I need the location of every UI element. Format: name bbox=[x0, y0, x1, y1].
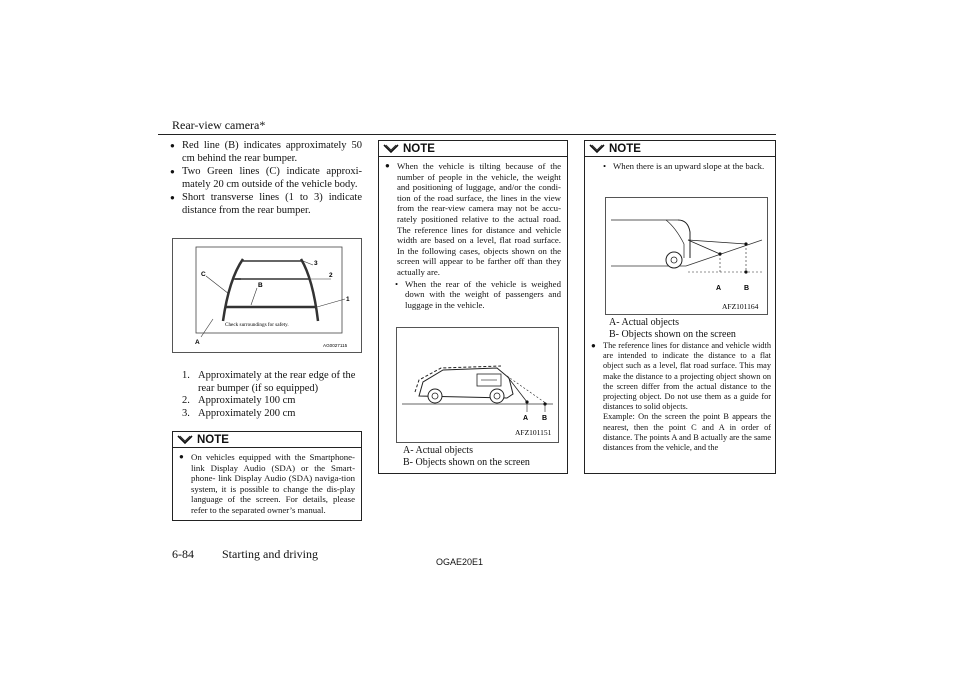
note-header bbox=[379, 141, 567, 157]
document-code: OGAE20E1 bbox=[436, 557, 484, 567]
section-title: Starting and driving bbox=[222, 547, 318, 561]
note-sub-item: • When there is an upward slope at the back. bbox=[603, 161, 765, 171]
label-2: 2 bbox=[329, 272, 333, 279]
caption-b: B- Objects shown on the screen bbox=[403, 457, 530, 468]
list-item: 1. Approximately at the rear edge of the rear bumper (if so equipped) bbox=[182, 370, 356, 394]
bullet-item: ● Short transverse lines (1 to 3) indicate distance from the rear bumper. bbox=[170, 192, 362, 216]
slope-drawing bbox=[606, 198, 767, 314]
bullet-icon: ● bbox=[170, 193, 175, 202]
slope-figure bbox=[605, 197, 768, 315]
label-b: B bbox=[258, 282, 263, 289]
bullet-icon: ● bbox=[179, 452, 184, 461]
label-a: A bbox=[195, 339, 200, 346]
figure-captions bbox=[403, 445, 530, 469]
figure-captions bbox=[609, 317, 736, 341]
figure-code: AFZ101151 bbox=[515, 428, 552, 437]
header-rule bbox=[158, 134, 776, 135]
caption-b: B- Objects shown on the screen bbox=[609, 329, 736, 340]
label-b: B bbox=[744, 285, 750, 292]
running-title: Rear-view camera* bbox=[172, 118, 266, 132]
list-item: 3. Approximately 200 cm bbox=[182, 407, 296, 419]
bullet-icon: ● bbox=[170, 141, 175, 150]
label-a: A bbox=[523, 415, 529, 422]
caption-a: A- Actual objects bbox=[609, 317, 679, 328]
note-title: NOTE bbox=[403, 142, 435, 155]
note-title: NOTE bbox=[609, 142, 641, 155]
note-bullet: ● On vehicles equipped with the Smartphone-link Display Audio (SDA) or the Smart-phone- link Display Audio (SDA) naviga-tion system, it is possible to change the dis-play language of the screen. For details, please refer to the separated owner’s manual. bbox=[179, 452, 355, 515]
list-item: 2. Approximately 100 cm bbox=[182, 395, 296, 406]
note-pencil-icon bbox=[382, 143, 400, 154]
sub-bullet-icon: • bbox=[603, 161, 607, 171]
note-sub-item: • When the rear of the vehicle is weighed down with the weight of passengers and luggage in the vehicle. bbox=[395, 278, 561, 310]
label-a: A bbox=[716, 285, 722, 292]
sub-bullet-icon: • bbox=[395, 278, 399, 289]
note-bullet: ● When the vehicle is tilting because of the number of people in the vehicle, the weight and positioning of luggage, and/or the condi-tion of the road surface, the lines in the view from the rear-view camera may not be accu-rately positioned relative to the actual road. The reference lines for distance and vehicle width are based on a level, flat road surface. In the following cases, objects shown on the screen will appear to be farther off than they actually are. bbox=[385, 161, 561, 277]
bullet-icon: ● bbox=[385, 161, 390, 170]
figure-code: AG0027115 bbox=[323, 343, 348, 348]
distance-list bbox=[182, 370, 362, 420]
tilted-vehicle-drawing bbox=[397, 328, 558, 442]
label-1: 1 bbox=[346, 296, 350, 303]
bullet-item: ● Red line (B) indicates approximately 50 cm behind the rear bumper. bbox=[170, 140, 362, 164]
label-3: 3 bbox=[314, 260, 318, 267]
bullet-icon: ● bbox=[591, 341, 596, 350]
note-pencil-icon bbox=[176, 434, 194, 445]
screen-message: Check surroundings for safety. bbox=[225, 322, 289, 328]
column-1 bbox=[170, 140, 362, 218]
note-box-slope bbox=[584, 140, 776, 474]
note-pencil-icon bbox=[588, 143, 606, 154]
note-header bbox=[173, 432, 361, 448]
note-title: NOTE bbox=[197, 433, 229, 446]
note-header bbox=[585, 141, 775, 157]
camera-view-drawing bbox=[173, 239, 361, 352]
camera-view-figure bbox=[172, 238, 362, 353]
bullet-item: ● Two Green lines (C) indicate approxi-mately 20 cm outside of the vehicle body. bbox=[170, 166, 362, 190]
note-box-language bbox=[172, 431, 362, 521]
page-number: 6-84 bbox=[172, 547, 194, 561]
note-box-tilting bbox=[378, 140, 568, 474]
bullet-icon: ● bbox=[170, 167, 175, 176]
tilted-vehicle-figure bbox=[396, 327, 559, 443]
caption-a: A- Actual objects bbox=[403, 445, 473, 456]
note-bullet: ● The reference lines for distance and vehicle width are intended to indicate the distance to a flat object such as a level, flat road surface. This may make the distance to a projecting object shown on the screen differ from the actual distance to the projecting object. Do not use them as a guide for distances to solid objects. Example: On the screen the point B appears the nearest, then the point C and A in order of distance. The points A and B actually are the same distances from the vehicle, and the bbox=[591, 341, 771, 453]
label-b: B bbox=[542, 415, 548, 422]
figure-code: AFZ101164 bbox=[722, 302, 759, 311]
label-c: C bbox=[201, 271, 206, 278]
